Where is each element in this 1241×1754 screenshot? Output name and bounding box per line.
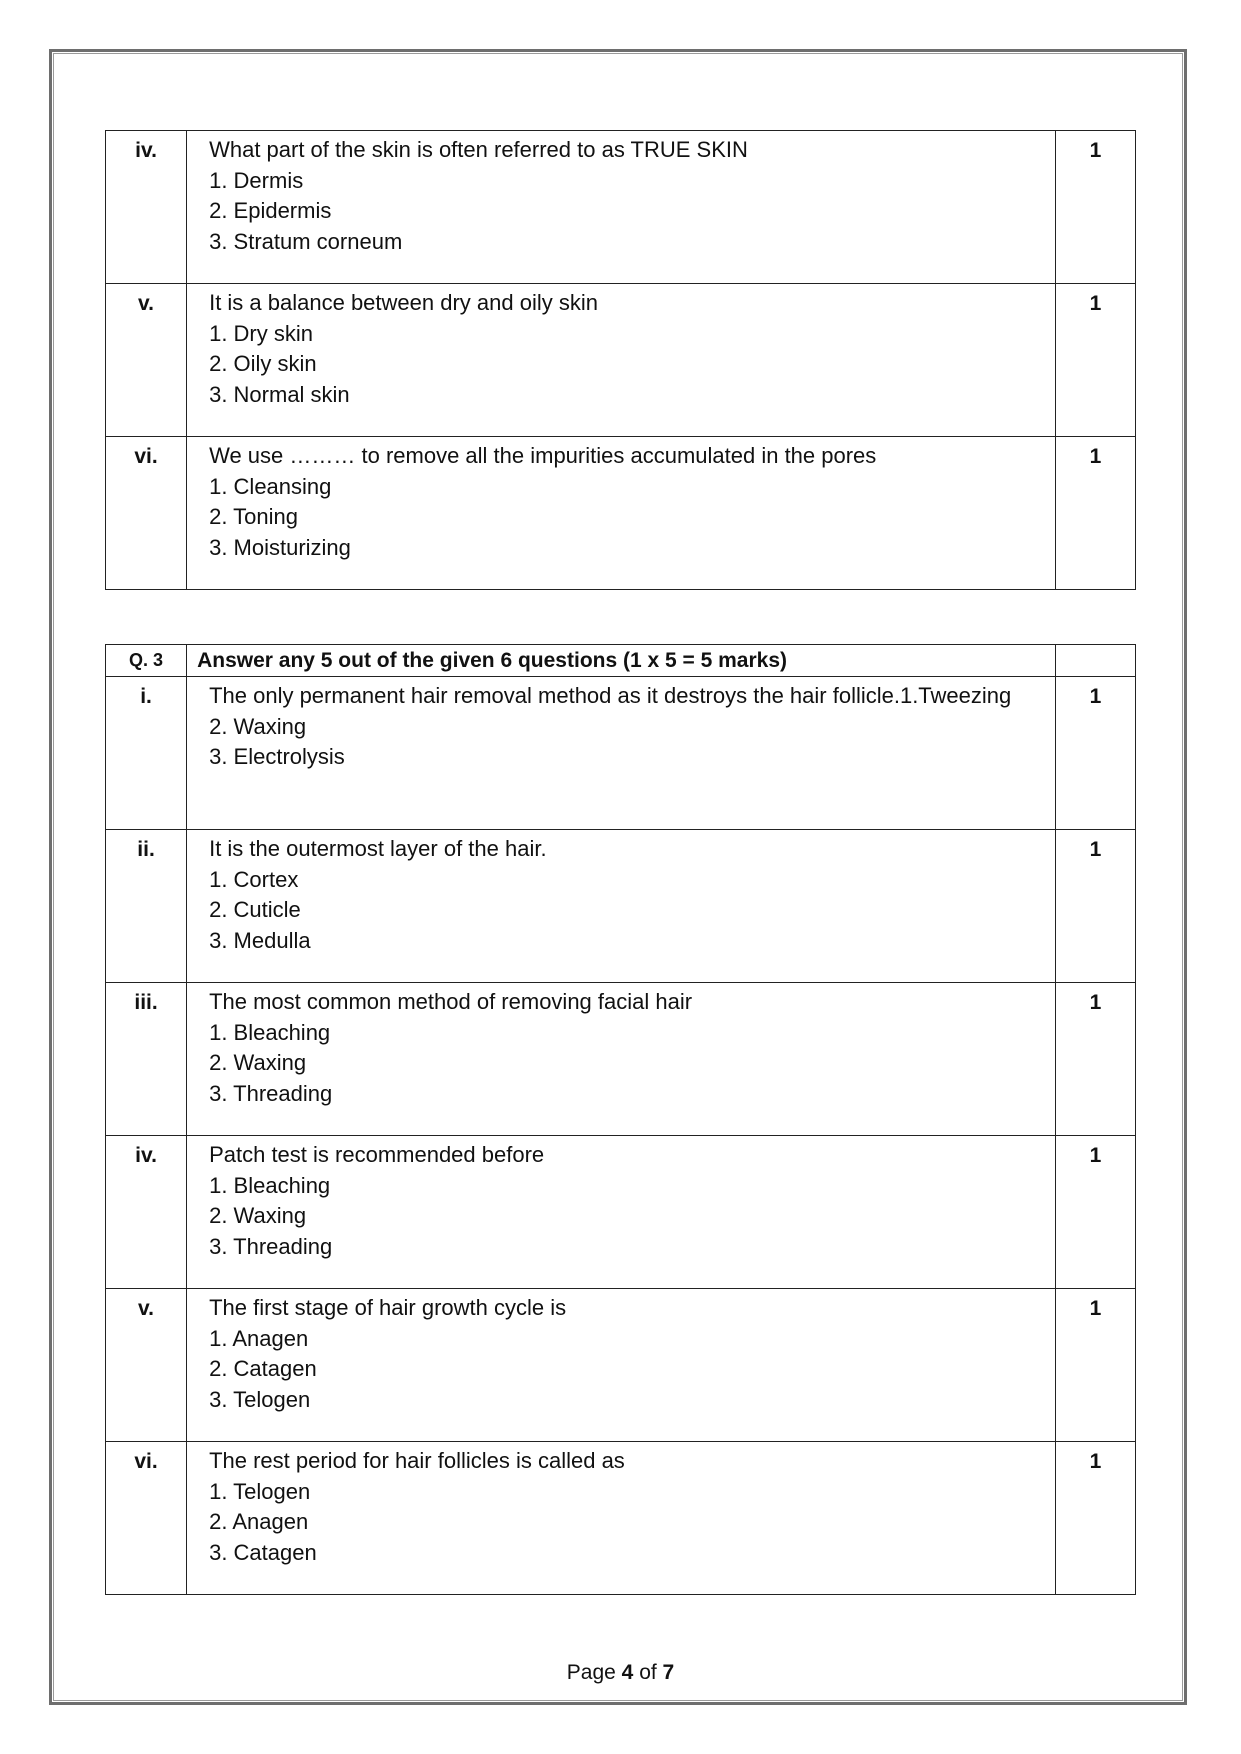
question-row [106,437,1136,590]
option: 2. Catagen [209,1356,317,1381]
option: 3. Normal skin [209,381,350,407]
question-number: iv. [106,1136,187,1289]
option: 2. Anagen [209,1509,309,1534]
footer-current-page: 4 [621,1661,634,1684]
footer-page-word: Page [566,1661,616,1684]
option: 2. Waxing [209,1050,307,1075]
question-row [106,1136,1136,1289]
option: 2. Waxing [209,1203,307,1228]
question-text: The first stage of hair growth cycle is [209,1295,567,1320]
question-number: ii. [106,830,187,983]
question-cell [187,437,1056,590]
option: 3. Electrolysis [209,744,345,769]
question-text: What part of the skin is often referred to as TRUE SKIN [209,137,748,162]
question-number: v. [106,284,187,437]
option: 3. Medulla [209,927,311,953]
question-text: It is a balance between dry and oily skin [209,290,598,315]
marks: 1 [1055,830,1135,983]
question-cell [187,830,1056,983]
option: 2. Waxing [209,713,307,739]
marks: 1 [1055,131,1135,284]
marks: 1 [1055,1289,1135,1442]
question-number: vi. [106,1442,187,1595]
option: 3. Moisturizing [209,534,351,560]
question-number: vi. [106,437,187,590]
question-number: i. [106,677,187,830]
question-cell [187,284,1056,437]
option: 2. Toning [209,504,298,529]
question-text: The only permanent hair removal method as it destroys the hair follicle.1.Tweezing [209,683,1012,708]
section-heading: Answer any 5 out of the given 6 questions (1 x 5 = 5 marks) [187,645,1056,677]
footer-total-pages: 7 [662,1661,675,1684]
option: 2. Epidermis [209,198,332,223]
option: 2. Cuticle [209,897,301,922]
option: 1. Bleaching [209,1172,331,1198]
question-row [106,131,1136,284]
question-row [106,983,1136,1136]
question-text: The rest period for hair follicles is called as [209,1448,625,1473]
marks: 1 [1055,437,1135,590]
question-number: v. [106,1289,187,1442]
marks: 1 [1055,677,1135,830]
question-number: iii. [106,983,187,1136]
question-row [106,1442,1136,1595]
question-text: We use ……… to remove all the impurities accumulated in the pores [209,443,877,468]
option: 1. Anagen [209,1325,309,1351]
question-row [106,830,1136,983]
option: 1. Dry skin [209,320,313,346]
question-row [106,677,1136,830]
question-row [106,1289,1136,1442]
option: 1. Telogen [209,1478,311,1504]
question-cell [187,677,1056,830]
option: 3. Telogen [209,1386,311,1412]
section2-table [105,130,1136,590]
option: 3. Catagen [209,1539,317,1565]
option: 1. Cortex [209,866,299,892]
question-text: The most common method of removing facial hair [209,989,693,1014]
marks: 1 [1055,1136,1135,1289]
question-text: Patch test is recommended before [209,1142,545,1167]
section-header-row [106,645,1136,677]
footer-of-word: of [639,1661,657,1684]
option: 3. Threading [209,1080,333,1106]
question-number: iv. [106,131,187,284]
marks: 1 [1055,284,1135,437]
option: 2. Oily skin [209,351,317,376]
question-cell [187,1136,1056,1289]
section-label: Q. 3 [106,645,187,677]
option: 3. Threading [209,1233,333,1259]
question-text: It is the outermost layer of the hair. [209,836,547,861]
question-cell [187,131,1056,284]
section3-table [105,644,1136,1595]
marks: 1 [1055,1442,1135,1595]
page-footer [0,1661,1241,1685]
question-row [106,284,1136,437]
option: 1. Dermis [209,167,304,193]
header-marks-cell [1055,645,1135,677]
question-cell [187,983,1056,1136]
option: 1. Bleaching [209,1019,331,1045]
option: 3. Stratum corneum [209,228,403,254]
question-cell [187,1442,1056,1595]
question-cell [187,1289,1056,1442]
marks: 1 [1055,983,1135,1136]
option: 1. Cleansing [209,473,332,499]
